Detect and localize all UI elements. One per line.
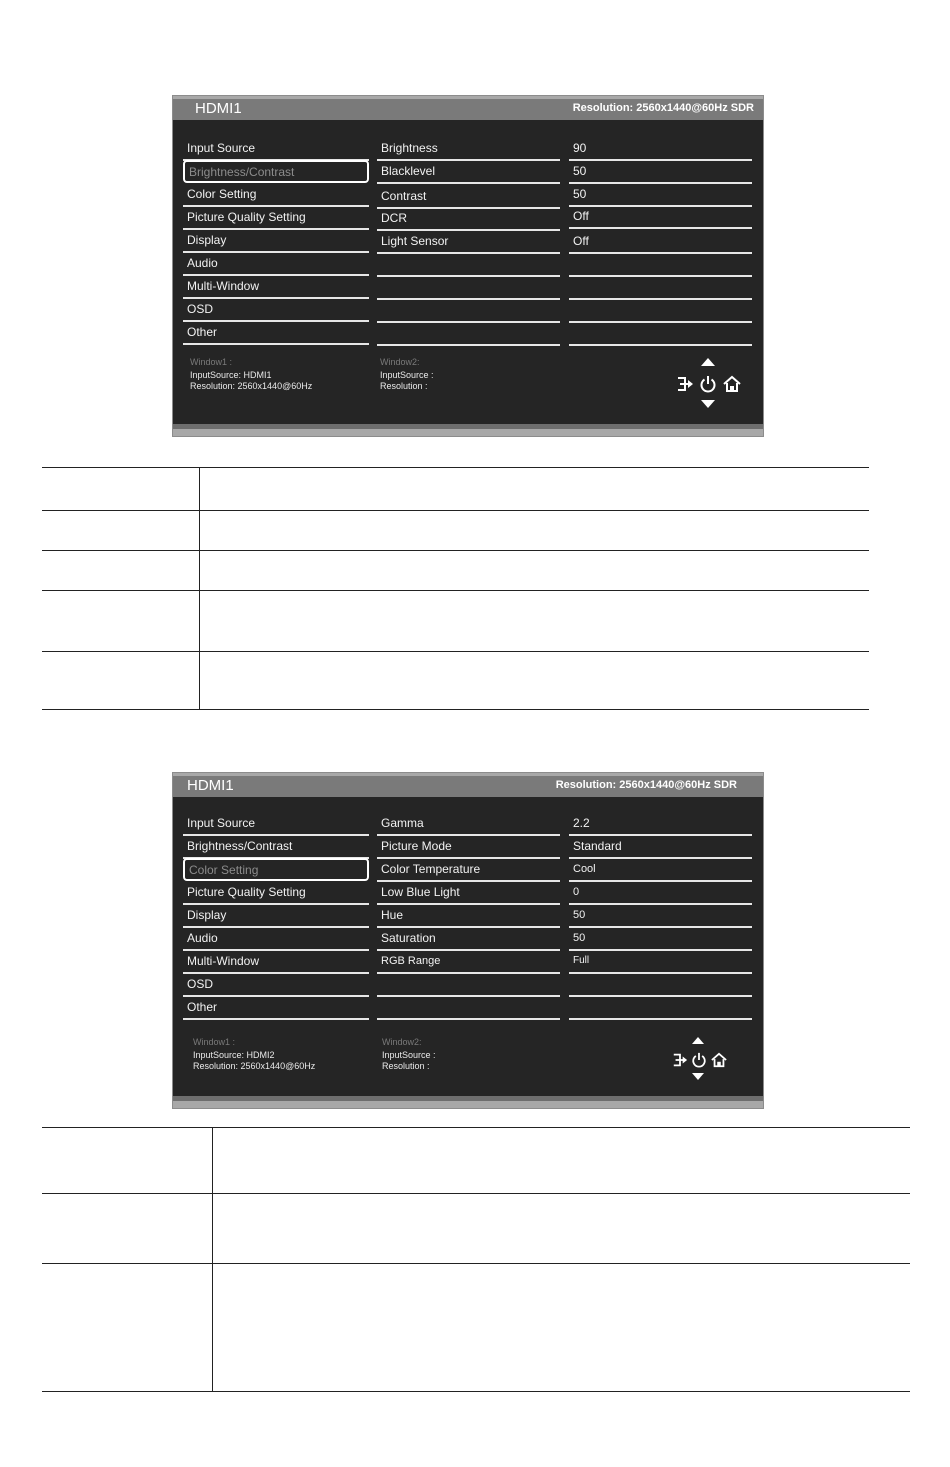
window1-resolution: Resolution: 2560x1440@60Hz [193,1061,316,1071]
power-icon[interactable] [691,1052,707,1068]
osd-header [173,96,763,120]
setting-item[interactable]: Light Sensor [377,231,560,254]
window2-input-source: InputSource : [380,370,434,380]
menu-item-multi-window[interactable]: Multi-Window [183,951,369,974]
setting-item[interactable]: Brightness [377,138,560,161]
osd-resolution: Resolution: 2560x1440@60Hz SDR [572,102,754,114]
table-divider [42,651,869,652]
exit-icon[interactable] [676,375,694,393]
menu-item-input-source[interactable]: Input Source [183,813,369,836]
table-divider [42,709,869,710]
setting-item [377,323,560,346]
setting-item[interactable]: Hue [377,905,560,928]
power-icon[interactable] [699,375,717,393]
setting-item[interactable]: Picture Mode [377,836,560,859]
table-divider [42,467,869,468]
window2-label: Window2: [380,357,420,367]
setting-value[interactable]: Off [569,231,752,254]
table-divider [42,1127,910,1128]
setting-value[interactable]: Cool [569,859,752,882]
setting-value[interactable]: Off [569,206,752,229]
navigation-keys [669,1035,749,1091]
window2-input-source: InputSource : [382,1050,436,1060]
window1-label: Window1 : [190,357,233,367]
setting-value[interactable]: 50 [569,184,752,207]
setting-value [569,974,752,997]
menu-item-display[interactable]: Display [183,905,369,928]
description-table-1 [42,467,869,710]
menu-item-osd[interactable]: OSD [183,974,369,997]
arrow-down-icon[interactable] [692,1073,704,1080]
home-icon[interactable] [723,375,741,393]
window2-label: Window2: [382,1037,422,1047]
setting-value [569,323,752,346]
window1-resolution: Resolution: 2560x1440@60Hz [190,381,313,391]
menu-item-brightness-contrast[interactable]: Brightness/Contrast [183,160,369,183]
table-divider [42,510,869,511]
setting-value[interactable]: 50 [569,161,752,184]
window2-resolution: Resolution : [382,1061,430,1071]
setting-value[interactable]: Standard [569,836,752,859]
menu-item-audio[interactable]: Audio [183,928,369,951]
table-divider [42,550,869,551]
menu-item-color-setting[interactable]: Color Setting [183,184,369,207]
menu-item-picture-quality[interactable]: Picture Quality Setting [183,207,369,230]
table-column-divider [212,1127,213,1392]
arrow-down-icon[interactable] [701,400,715,408]
setting-value[interactable]: 50 [569,928,752,951]
setting-item[interactable]: RGB Range [377,951,560,974]
arrow-up-icon[interactable] [692,1037,704,1044]
table-column-divider [199,467,200,710]
window1-input-source: InputSource: HDMI2 [193,1050,275,1060]
menu-item-input-source[interactable]: Input Source [183,138,369,161]
setting-value[interactable]: 50 [569,905,752,928]
osd-title: HDMI1 [187,777,234,794]
setting-item [377,254,560,277]
menu-item-other[interactable]: Other [183,322,369,345]
setting-value [569,300,752,323]
menu-item-osd[interactable]: OSD [183,299,369,322]
menu-item-other[interactable]: Other [183,997,369,1020]
osd-title: HDMI1 [195,100,242,117]
arrow-up-icon[interactable] [701,358,715,366]
setting-value[interactable]: 0 [569,882,752,905]
menu-item-brightness-contrast[interactable]: Brightness/Contrast [183,836,369,859]
menu-item-audio[interactable]: Audio [183,253,369,276]
setting-item [377,277,560,300]
setting-item [377,997,560,1020]
setting-item[interactable]: Low Blue Light [377,882,560,905]
setting-value [569,254,752,277]
table-divider [42,590,869,591]
setting-item[interactable]: Color Temperature [377,859,560,882]
setting-item [377,974,560,997]
setting-item[interactable]: Gamma [377,813,560,836]
navigation-keys [673,356,753,412]
menu-item-color-setting[interactable]: Color Setting [183,858,369,881]
window1-input-source: InputSource: HDMI1 [190,370,272,380]
window2-resolution: Resolution : [380,381,428,391]
osd-resolution: Resolution: 2560x1440@60Hz SDR [555,779,737,791]
setting-item[interactable]: Contrast [377,186,560,209]
setting-value[interactable]: 90 [569,138,752,161]
window1-label: Window1 : [193,1037,236,1047]
setting-item[interactable]: Saturation [377,928,560,951]
osd-panel-2 [172,772,764,1109]
osd-footer [173,424,763,436]
home-icon[interactable] [711,1052,727,1068]
setting-item [377,300,560,323]
menu-item-display[interactable]: Display [183,230,369,253]
table-divider [42,1391,910,1392]
menu-item-multi-window[interactable]: Multi-Window [183,276,369,299]
osd-panel-1 [172,95,764,437]
osd-footer [173,1096,763,1108]
setting-value[interactable]: 2.2 [569,813,752,836]
setting-item[interactable]: Blacklevel [377,161,560,184]
setting-item[interactable]: DCR [377,208,560,231]
menu-item-picture-quality[interactable]: Picture Quality Setting [183,882,369,905]
exit-icon[interactable] [672,1052,688,1068]
setting-value[interactable]: Full [569,951,752,974]
setting-value [569,997,752,1020]
description-table-2 [42,1127,910,1392]
setting-value [569,277,752,300]
table-divider [42,1193,910,1194]
table-divider [42,1263,910,1264]
osd-header [173,773,763,797]
